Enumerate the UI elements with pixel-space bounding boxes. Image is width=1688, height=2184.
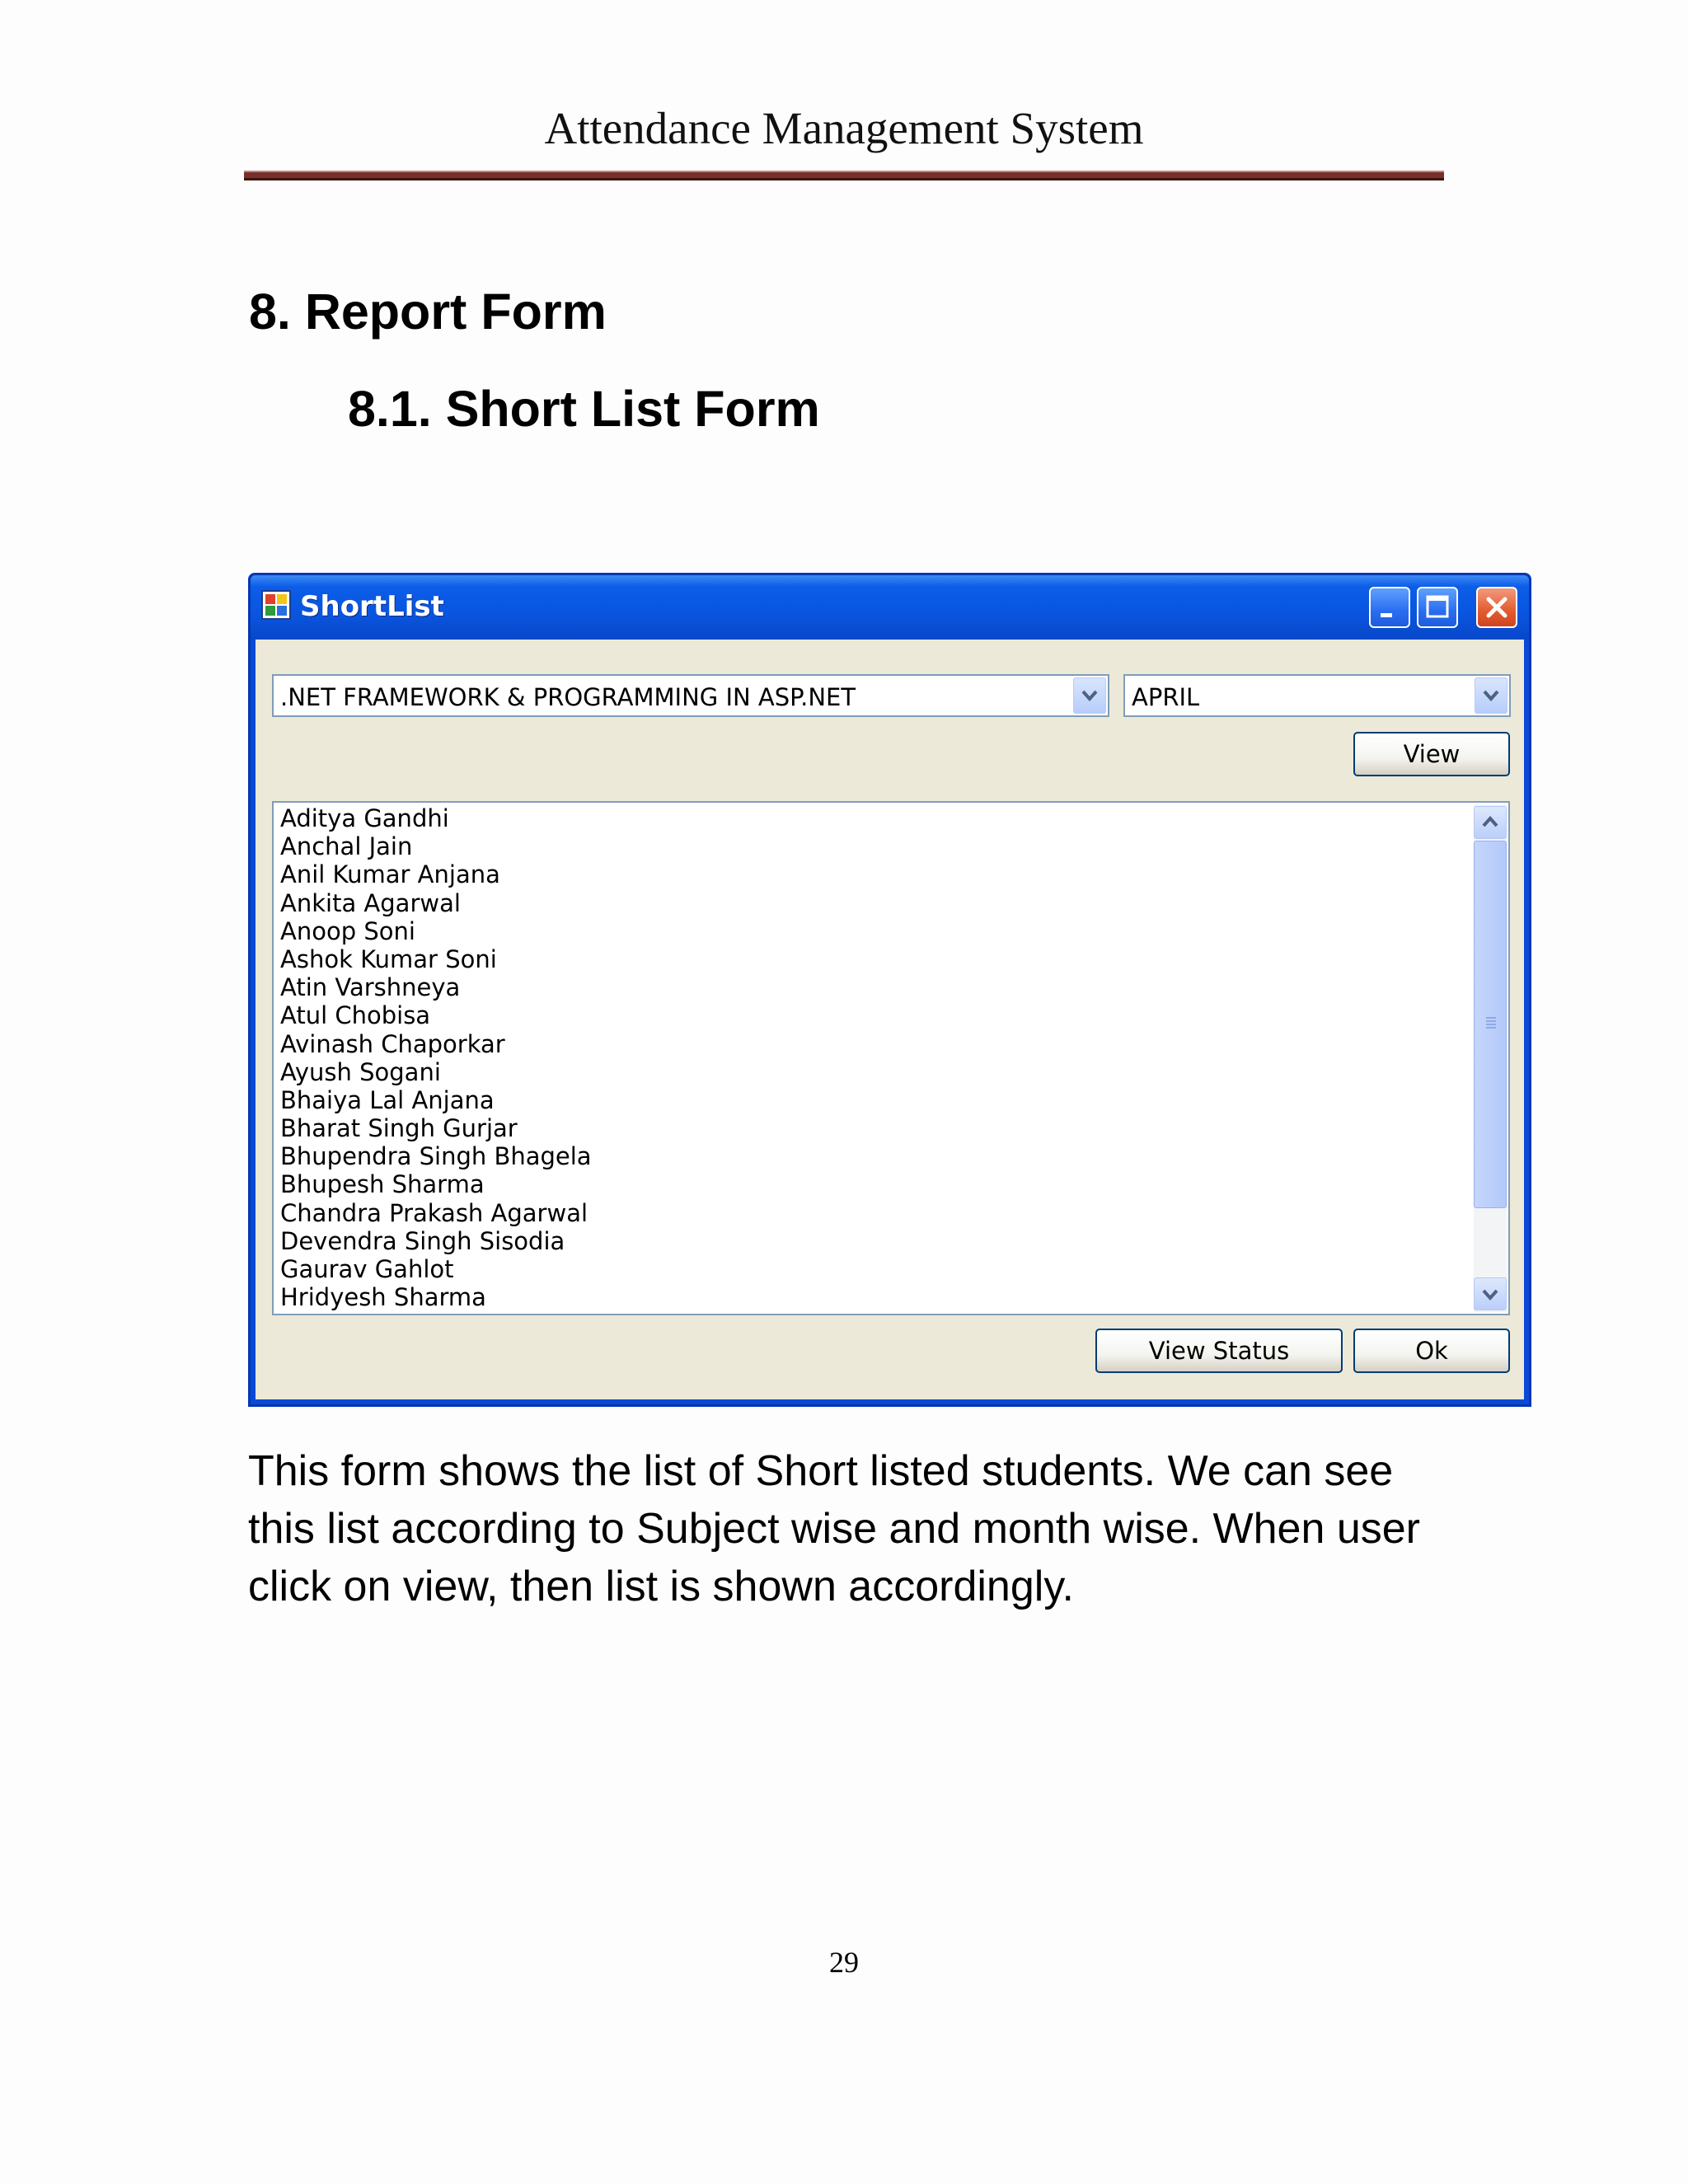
scroll-up-button[interactable] — [1474, 806, 1507, 839]
list-item[interactable]: Bhupendra Singh Bhagela — [280, 1142, 592, 1171]
close-button[interactable] — [1476, 587, 1517, 628]
chevron-up-icon — [1475, 807, 1506, 838]
chevron-down-icon — [1074, 678, 1105, 713]
list-item[interactable]: Bhaiya Lal Anjana — [280, 1085, 495, 1114]
view-status-button[interactable]: View Status — [1095, 1329, 1343, 1373]
list-item[interactable]: Anoop Soni — [280, 916, 415, 945]
close-icon — [1478, 588, 1516, 626]
scroll-down-button[interactable] — [1474, 1277, 1507, 1310]
chevron-down-icon — [1475, 1278, 1506, 1310]
page-number: 29 — [829, 1946, 859, 1979]
grip-icon — [1484, 1015, 1498, 1031]
list-item[interactable]: Gaurav Gahlot — [280, 1255, 454, 1283]
minimize-button[interactable] — [1369, 587, 1410, 628]
shortlist-window — [248, 573, 1531, 1407]
minimize-icon — [1371, 588, 1409, 626]
description-paragraph: This form shows the list of Short listed students. We can see this list according to Subject wise and month wise. When user click on view, then list is shown accordingly. — [248, 1447, 1421, 1610]
maximize-icon — [1418, 588, 1456, 626]
list-item[interactable]: Aditya Gandhi — [280, 804, 449, 832]
list-item[interactable]: Avinash Chaporkar — [280, 1029, 505, 1058]
subject-dropdown-button[interactable] — [1073, 677, 1106, 714]
month-combobox[interactable] — [1123, 674, 1511, 717]
vertical-scrollbar[interactable] — [1474, 804, 1507, 1312]
subject-combobox-value: .NET FRAMEWORK & PROGRAMMING IN ASP.NET — [280, 683, 856, 711]
window-client-area — [256, 640, 1524, 1399]
list-item[interactable]: Chandra Prakash Agarwal — [280, 1198, 588, 1227]
title-bar[interactable] — [251, 575, 1529, 640]
scroll-thumb[interactable] — [1474, 841, 1507, 1208]
subsection-heading: 8.1. Short List Form — [348, 381, 820, 437]
list-item[interactable]: Hridyesh Sharma — [280, 1283, 486, 1312]
month-combobox-value: APRIL — [1132, 683, 1200, 711]
view-button[interactable]: View — [1353, 732, 1510, 776]
list-item[interactable]: Atul Chobisa — [280, 1001, 431, 1030]
chevron-down-icon — [1475, 678, 1507, 713]
list-item[interactable]: Ayush Sogani — [280, 1057, 441, 1086]
student-listbox[interactable] — [272, 801, 1510, 1315]
header-rule — [244, 171, 1444, 180]
app-icon — [260, 589, 292, 621]
list-item[interactable]: Devendra Singh Sisodia — [280, 1226, 565, 1255]
maximize-button[interactable] — [1417, 587, 1458, 628]
subject-combobox[interactable] — [272, 674, 1109, 717]
list-item[interactable]: Anil Kumar Anjana — [280, 860, 500, 889]
list-item[interactable]: Ankita Agarwal — [280, 888, 461, 917]
ok-button[interactable]: Ok — [1353, 1329, 1510, 1373]
month-dropdown-button[interactable] — [1475, 677, 1507, 714]
list-item[interactable]: Ashok Kumar Soni — [280, 944, 497, 973]
list-item[interactable]: Bhupesh Sharma — [280, 1170, 485, 1199]
running-header: Attendance Management System — [544, 103, 1144, 153]
list-item[interactable]: Anchal Jain — [280, 832, 413, 861]
student-list — [280, 804, 1467, 1311]
list-item[interactable]: Bharat Singh Gurjar — [280, 1114, 518, 1143]
window-title: ShortList — [300, 590, 444, 623]
section-heading: 8. Report Form — [249, 284, 607, 340]
list-item[interactable]: Atin Varshneya — [280, 973, 461, 1002]
